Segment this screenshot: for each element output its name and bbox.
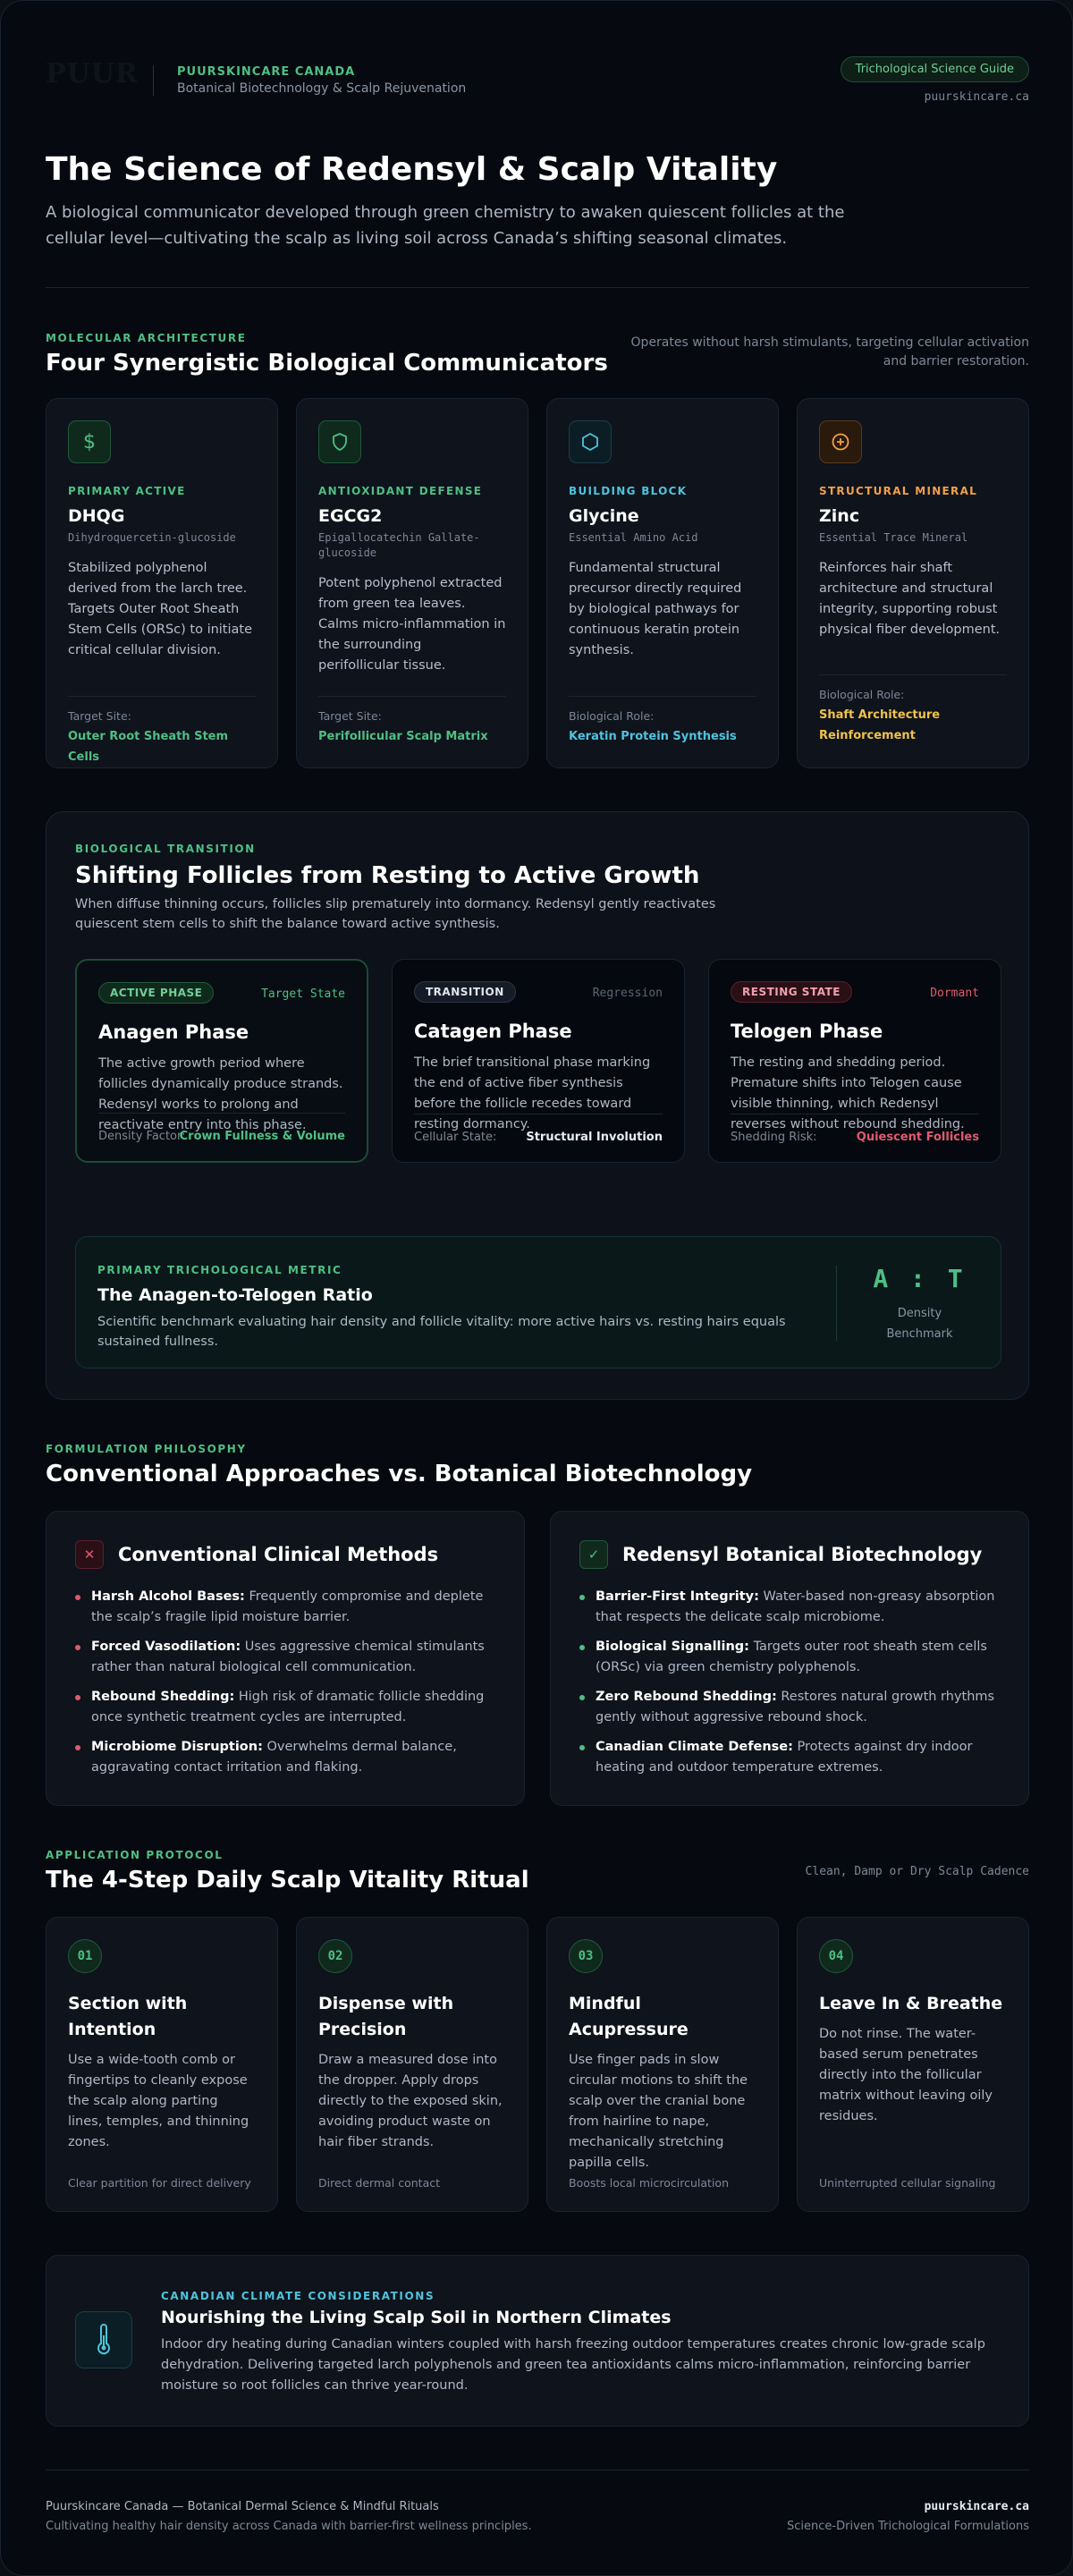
guide-badge[interactable]: Trichological Science Guide [841,56,1029,82]
climate-eyebrow: CANADIAN CLIMATE CONSIDERATIONS [161,2290,435,2302]
list-item-heading: Microbiome Disruption: [91,1740,263,1754]
phase-footer-value: Crown Fullness & Volume [179,1130,345,1143]
phase-card-anagen [75,959,368,1163]
site-header [46,56,1029,110]
molecule-card-zinc [797,398,1029,768]
conventional-list [75,1587,495,1778]
botanical-biotech-card [550,1511,1029,1806]
molecule-footer [819,674,1007,746]
list-item-heading: Canadian Climate Defense: [596,1740,793,1754]
climate-title: Nourishing the Living Scalp Soil in Northern Climates [161,2308,672,2327]
phase-name: Anagen Phase [98,1021,249,1043]
phase-footer [414,1114,663,1162]
molecule-footer-value: Perifollicular Scalp Matrix [318,730,488,743]
molecule-scientific-name: Essential Trace Mineral [819,531,968,544]
molecule-footer-label: Biological Role: [819,688,905,701]
close-icon: ✕ [75,1540,104,1569]
header-divider [153,65,154,96]
step-number: 04 [819,1939,853,1973]
molecule-card-egcg2 [296,398,528,768]
list-item [579,1737,1000,1778]
hexagon-icon [569,420,612,463]
list-item-text: Protects against dry indoor heating and outdoor temperature extremes. [596,1740,973,1775]
molecule-description: Stabilized polyphenol derived from the larch tree. Targets Outer Root Sheath Stem Cells (ORSc) to initiate critical cellular division. [68,561,253,657]
step-footer: Direct dermal contact [318,2176,441,2190]
molecule-description: Potent polyphenol extracted from green tea leaves. Calms micro-inflammation in the surrounding perifollicular tissue. [318,576,506,673]
section-divider [46,287,1029,288]
step-title: Leave In & Breathe [819,1994,1003,2013]
footer-tagline: Cultivating healthy hair density across Canada with barrier-first wellness principles. [46,2520,532,2533]
step-number: 03 [569,1939,603,1973]
transition-eyebrow: BIOLOGICAL TRANSITION [75,843,256,855]
site-domain[interactable]: puurskincare.ca [924,90,1029,104]
brand-tagline: Botanical Biotechnology & Scalp Rejuvenation [177,81,467,96]
brand-name: PUURSKINCARE CANADA [177,65,356,79]
step-description: Use a wide-tooth comb or fingertips to cleanly expose the scalp along parting lines, temples, and thinning zones. [68,2053,249,2149]
list-item-heading: Barrier-First Integrity: [596,1589,759,1604]
list-item-text: Overwhelms dermal balance, aggravating contact irritation and flaking. [91,1740,457,1775]
phase-badge: ACTIVE PHASE [98,982,214,1004]
step-number: 01 [68,1939,102,1973]
molecule-scientific-name: Essential Amino Acid [569,531,698,544]
list-item-heading: Forced Vasodilation: [91,1640,241,1654]
ritual-eyebrow: APPLICATION PROTOCOL [46,1849,224,1861]
step-title: Mindful Acupressure [569,1994,689,2039]
molecule-tag: BUILDING BLOCK [569,485,688,497]
molecule-footer-label: Biological Role: [569,709,655,723]
phase-card-telogen [708,959,1001,1163]
step-footer: Boosts local microcirculation [569,2176,729,2190]
list-item-text: Restores natural growth rhythms gently without aggressive rebound shock. [596,1690,995,1724]
molecule-footer-label: Target Site: [68,709,131,723]
molecule-tag: PRIMARY ACTIVE [68,485,186,497]
molecule-tag: STRUCTURAL MINERAL [819,485,978,497]
metric-title: The Anagen-to-Telogen Ratio [97,1285,373,1305]
molecule-footer [569,696,756,747]
list-item [75,1737,495,1778]
molecule-footer-value: Outer Root Sheath Stem Cells [68,730,229,764]
conventional-methods-card [46,1511,525,1806]
molecule-footer-label: Target Site: [318,709,382,723]
list-item-text: Targets outer root sheath stem cells (ORSc) via green chemistry polyphenols. [596,1640,987,1674]
step-title: Dispense with Precision [318,1994,454,2039]
phase-name: Catagen Phase [414,1021,572,1042]
page-lede: A biological communicator developed through green chemistry to awaken quiescent follicles at the cellular level—cultivating the scalp as living soil across Canada’s shifting seasonal climates. [46,203,845,248]
phase-state: Dormant [930,987,979,1000]
list-item-heading: Biological Signalling: [596,1640,749,1654]
metric-eyebrow: PRIMARY TRICHOLOGICAL METRIC [97,1264,342,1276]
step-title: Section with Intention [68,1994,188,2039]
transition-description: When diffuse thinning occurs, follicles slip prematurely into dormancy. Redensyl gently reactivates quiescent stem cells to shift the balance toward active synthesis. [75,897,716,931]
phase-badge: TRANSITION [414,981,516,1003]
molecule-footer-value: Shaft Architecture Reinforcement [819,708,941,742]
list-item [75,1687,495,1728]
ritual-step-3 [546,1917,779,2212]
molecule-description: Fundamental structural precursor directly required by biological pathways for continuous keratin protein synthesis. [569,561,742,657]
step-footer: Uninterrupted cellular signaling [819,2176,996,2190]
plus-circle-icon [819,420,862,463]
list-item-text: Frequently compromise and deplete the scalp’s fragile lipid moisture barrier. [91,1589,484,1624]
phase-footer-label: Density Factor: [98,1130,186,1143]
growth-phase-panel [46,811,1029,1400]
molecule-name: EGCG2 [318,506,383,526]
step-footer: Clear partition for direct delivery [68,2176,251,2190]
phase-name: Telogen Phase [731,1021,883,1042]
footer-domain-link[interactable]: puurskincare.ca [924,2500,1029,2513]
anagen-telogen-metric [75,1236,1001,1368]
molecule-name: Zinc [819,506,860,526]
brand-logo[interactable]: PUUR [46,58,139,89]
card-header [75,1540,495,1569]
metric-caption-text: Density Benchmark [886,1307,953,1341]
phase-state: Regression [592,987,663,1000]
molecule-card-dhqg [46,398,278,768]
phase-footer-value: Quiescent Follicles [856,1131,979,1144]
metric-caption [837,1303,1002,1344]
ritual-step-2 [296,1917,528,2212]
climate-callout [46,2255,1029,2427]
molecule-footer [318,696,506,747]
molecules-note: Operates without harsh stimulants, targeting cellular activation and barrier restoration. [630,335,1029,369]
thermometer-icon [75,2311,132,2368]
molecule-footer-value: Keratin Protein Synthesis [569,730,737,743]
list-item-text: High risk of dramatic follicle shedding once synthetic treatment cycles are interrupted. [91,1690,485,1724]
ritual-title: The 4-Step Daily Scalp Vitality Ritual [46,1867,529,1894]
step-description: Draw a measured dose into the dropper. Apply drops directly to the exposed skin, avoiding product waste on hair fiber strands. [318,2053,503,2149]
list-item [75,1637,495,1678]
list-item [579,1687,1000,1728]
phase-description: The resting and shedding period. Premature shifts into Telogen cause visible thinning, which Redensyl reverses without rebound shedding. [731,1055,965,1131]
metric-description: Scientific benchmark evaluating hair density and follicle vitality: more active hairs vs. resting hairs equals sustained fullness. [97,1315,786,1349]
phase-footer-value: Structural Involution [526,1131,663,1144]
step-number: 02 [318,1939,352,1973]
list-item-heading: Rebound Shedding: [91,1690,235,1704]
list-item [579,1637,1000,1678]
phase-footer [98,1113,345,1161]
molecule-name: DHQG [68,506,125,526]
molecule-scientific-name: Epigallocatechin Gallate-glucoside [318,531,480,559]
climate-description: Indoor dry heating during Canadian winters coupled with harsh freezing outdoor temperatures creates chronic low-grade scalp dehydration. Delivering targeted larch polyphenols and green tea antioxidants calms micro-inflammation, reinforcing barrier moisture so root follicles can thrive year-round. [161,2337,985,2393]
step-description: Do not rinse. The water-based serum penetrates directly into the follicular matrix without leaving oily residues. [819,2027,993,2123]
molecules-title: Four Synergistic Biological Communicators [46,350,608,377]
page-title: The Science of Redensyl & Scalp Vitality [46,151,778,188]
list-item-heading: Zero Rebound Shedding: [596,1690,777,1704]
phase-description: The active growth period where follicles dynamically produce strands. Redensyl works to prolong and reactivate entry into this phase. [98,1056,343,1132]
check-icon: ✓ [579,1540,608,1569]
phase-footer [731,1114,979,1162]
list-item [579,1587,1000,1628]
shield-icon [318,420,361,463]
footer-subtitle: Science-Driven Trichological Formulations [787,2520,1029,2533]
molecule-tag: ANTIOXIDANT DEFENSE [318,485,483,497]
list-item-heading: Harsh Alcohol Bases: [91,1589,245,1604]
dollar-icon: $ [68,420,111,463]
footer-company: Puurskincare Canada — Botanical Dermal Science & Mindful Rituals [46,2500,439,2513]
ritual-step-1 [46,1917,278,2212]
ritual-step-4 [797,1917,1029,2212]
metric-ratio: A : T [873,1264,967,1293]
molecule-card-glycine [546,398,779,768]
phase-description: The brief transitional phase marking the end of active fiber synthesis before the follicle recedes toward resting dormancy. [414,1055,651,1131]
phase-state: Target State [261,987,345,1001]
molecule-footer [68,696,256,767]
step-description: Use finger pads in slow circular motions to shift the scalp over the cranial bone from hairline to nape, mechanically stretching papilla cells. [569,2053,748,2170]
phase-badge: RESTING STATE [731,981,852,1003]
card-header [579,1540,1000,1569]
card-title: Redensyl Botanical Biotechnology [622,1544,983,1565]
molecule-scientific-name: Dihydroquercetin-glucoside [68,531,236,544]
phase-card-catagen [392,959,685,1163]
list-item-text: Uses aggressive chemical stimulants rather than natural biological cell communication. [91,1640,485,1674]
molecule-description: Reinforces hair shaft architecture and structural integrity, supporting robust physical fiber development. [819,561,1001,637]
botanical-list [579,1587,1000,1778]
phase-footer-label: Shedding Risk: [731,1131,817,1144]
phase-footer-label: Cellular State: [414,1131,497,1144]
comparison-eyebrow: FORMULATION PHILOSOPHY [46,1443,247,1455]
list-item-text: Water-based non-greasy absorption that respects the delicate scalp microbiome. [596,1589,995,1624]
card-title: Conventional Clinical Methods [118,1544,439,1565]
molecule-name: Glycine [569,506,639,526]
list-item [75,1587,495,1628]
ritual-note: Clean, Damp or Dry Scalp Cadence [805,1865,1029,1878]
comparison-title: Conventional Approaches vs. Botanical Biotechnology [46,1461,753,1487]
transition-title: Shifting Follicles from Resting to Active Growth [75,862,700,889]
molecules-eyebrow: MOLECULAR ARCHITECTURE [46,332,247,344]
